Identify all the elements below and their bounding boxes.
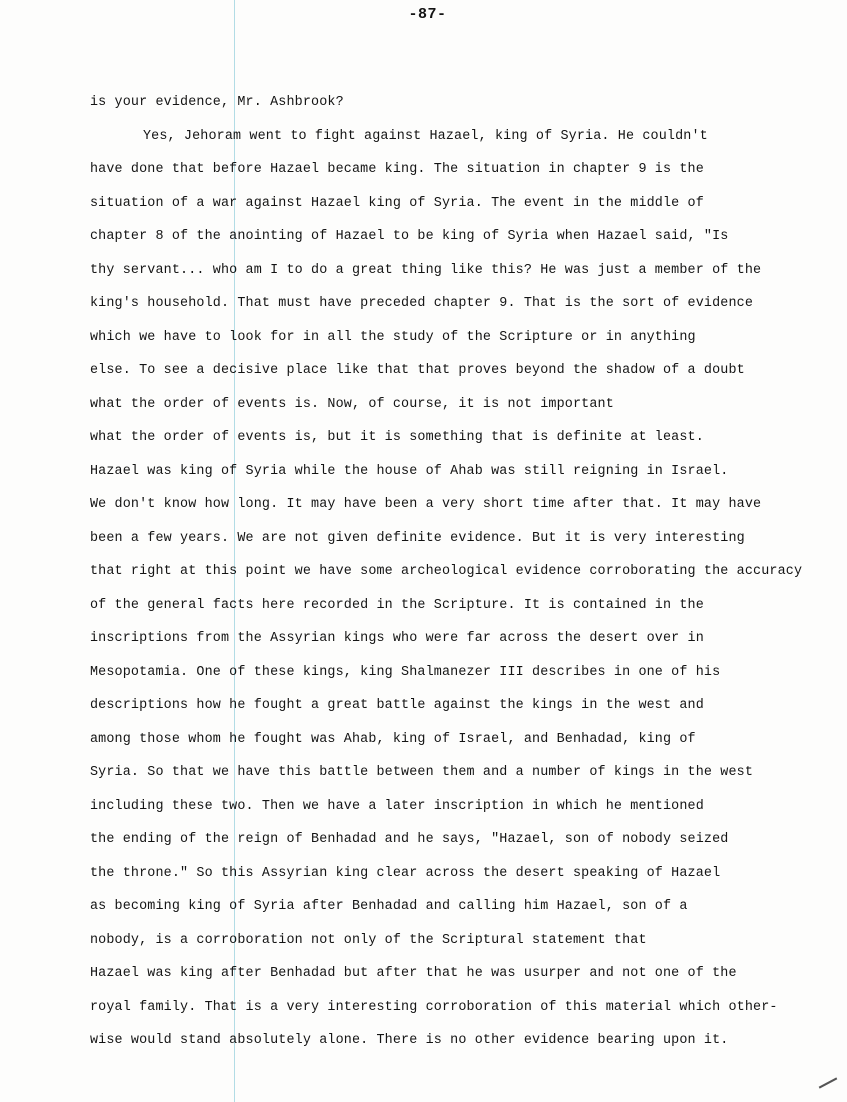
- pencil-margin-mark: [819, 1077, 838, 1088]
- text-line: descriptions how he fought a great battle against the kings in the west and: [90, 698, 704, 713]
- text-line: We don't know how long. It may have been a very short time after that. It may have: [90, 497, 762, 512]
- text-line: situation of a war against Hazael king of Syria. The event in the middle of: [90, 195, 704, 211]
- text-line: thy servant... who am I to do a great thing like this? He was just a member of the: [90, 262, 762, 278]
- text-line: is your evidence, Mr. Ashbrook?: [90, 95, 344, 110]
- text-line: among those whom he fought was Ahab, king of Israel, and Benhadad, king of: [90, 731, 696, 747]
- text-line: nobody, is a corroboration not only of the Scriptural statement that: [90, 932, 647, 948]
- text-line: king's household. That must have preceded chapter 9. That is the sort of evidence: [90, 296, 754, 311]
- text-line: have done that before Hazael became king. The situation in chapter 9 is the: [90, 162, 704, 177]
- text-line: as becoming king of Syria after Benhadad and calling him Hazael, son of a: [90, 899, 688, 914]
- text-line: the throne." So this Assyrian king clear across the desert speaking of Hazael: [90, 865, 721, 881]
- text-line: Hazael was king of Syria while the house of Ahab was still reigning in Israel.: [90, 463, 729, 479]
- text-line: inscriptions from the Assyrian kings who were far across the desert over in: [90, 631, 704, 646]
- text-line: been a few years. We are not given definite evidence. But it is very interesting: [90, 530, 745, 546]
- text-line: of the general facts here recorded in the Scripture. It is contained in the: [90, 597, 704, 613]
- text-line: which we have to look for in all the study of the Scripture or in anything: [90, 329, 696, 345]
- text-line: the ending of the reign of Benhadad and he says, "Hazael, son of nobody seized: [90, 832, 729, 847]
- text-line: Hazael was king after Benhadad but after that he was usurper and not one of the: [90, 966, 737, 981]
- text-line: what the order of events is, but it is something that is definite at least.: [90, 430, 704, 445]
- text-line: wise would stand absolutely alone. There is no other evidence bearing upon it.: [90, 1033, 729, 1048]
- text-line: Yes, Jehoram went to fight against Hazael, king of Syria. He couldn't: [143, 128, 708, 144]
- text-line: what the order of events is. Now, of course, it is not important: [90, 396, 614, 412]
- text-line: chapter 8 of the anointing of Hazael to be king of Syria when Hazael said, "Is: [90, 229, 729, 244]
- typed-text-body: [90, 86, 820, 1058]
- page-number: -87-: [408, 6, 447, 23]
- text-line: royal family. That is a very interesting corroboration of this material which other-: [90, 999, 778, 1015]
- text-line: including these two. Then we have a later inscription in which he mentioned: [90, 798, 704, 814]
- text-line: else. To see a decisive place like that that proves beyond the shadow of a doubt: [90, 363, 745, 378]
- text-line: Syria. So that we have this battle between them and a number of kings in the west: [90, 765, 754, 780]
- text-line: Mesopotamia. One of these kings, king Shalmanezer III describes in one of his: [90, 664, 721, 680]
- text-line: that right at this point we have some archeological evidence corroborating the accuracy: [90, 564, 803, 579]
